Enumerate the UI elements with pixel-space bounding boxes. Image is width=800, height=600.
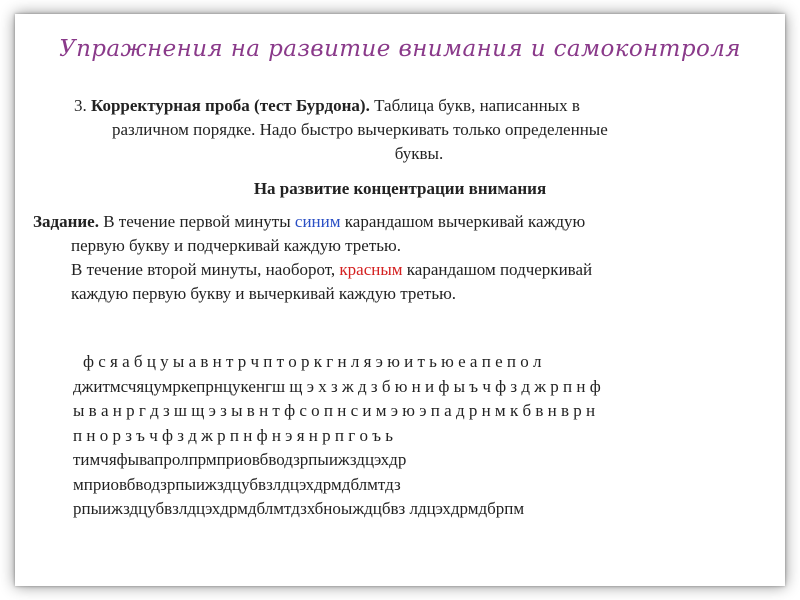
task-line-3-a: В течение второй минуты, наоборот,	[71, 260, 336, 279]
task-line-3	[33, 258, 768, 282]
intro-paragraph	[74, 94, 764, 166]
red-word: красным	[339, 260, 403, 279]
blue-word: синим	[294, 212, 341, 231]
letter-line: ы в а н р г д з ш щ э з ы в н т ф с о п н с и м э ю э п а д р н м к б в н в р н	[73, 401, 596, 420]
letter-line: мприовбводзрпыижздцубвзлдцэхдрмдблмтдз	[73, 474, 401, 494]
slide	[15, 14, 785, 586]
intro-line-3: буквы.	[394, 144, 444, 163]
letter-line: тимчяфывапролпрмприовбводзрпыижздцэхдр	[73, 450, 407, 469]
task-line-1-b: карандашом вычеркивай каждую	[344, 212, 586, 231]
letter-line: ф с я а б ц у ы а в н т р ч п т о р к г н л я э ю и т ь ю е а п е п о л	[83, 352, 542, 371]
task-line-3-b: карандашом подчеркивай	[406, 260, 593, 279]
letter-line: п н о р з ъ ч ф з д ж р п н ф н э я н р п г о ъ ь	[73, 425, 394, 445]
slide-title: Упражнения на развитие внимания и самоконтроля	[59, 36, 741, 62]
subheading: На развитие концентрации внимания	[253, 179, 547, 198]
intro-line-2: различном порядке. Надо быстро вычеркивать только определенные	[112, 120, 608, 139]
task-label: Задание.	[33, 212, 99, 231]
letter-table	[73, 350, 773, 522]
task-line-2: первую букву и подчеркивай каждую третью.	[71, 236, 401, 255]
letter-line: джитмсчяцумркепрнцукенгш щ э х з ж д з б ю н и ф ы ъ ч ф з д ж р п н ф	[73, 376, 601, 396]
task-line-1-a: В течение первой минуты	[103, 212, 291, 231]
intro-line-1-rest: Таблица букв, написанных в	[374, 96, 580, 115]
task-paragraph	[33, 210, 768, 306]
intro-line-1	[74, 94, 764, 118]
item-number: 3.	[74, 96, 87, 115]
test-name: Корректурная проба (тест Бурдона).	[91, 96, 370, 115]
task-line-4: каждую первую букву и вычеркивай каждую третью.	[71, 284, 457, 303]
letter-line: рпыижздцубвзлдцэхдрмдблмтдзхбноыждцбвз лдцэхдрмдбрпм	[73, 499, 525, 518]
task-line-1	[33, 210, 768, 234]
